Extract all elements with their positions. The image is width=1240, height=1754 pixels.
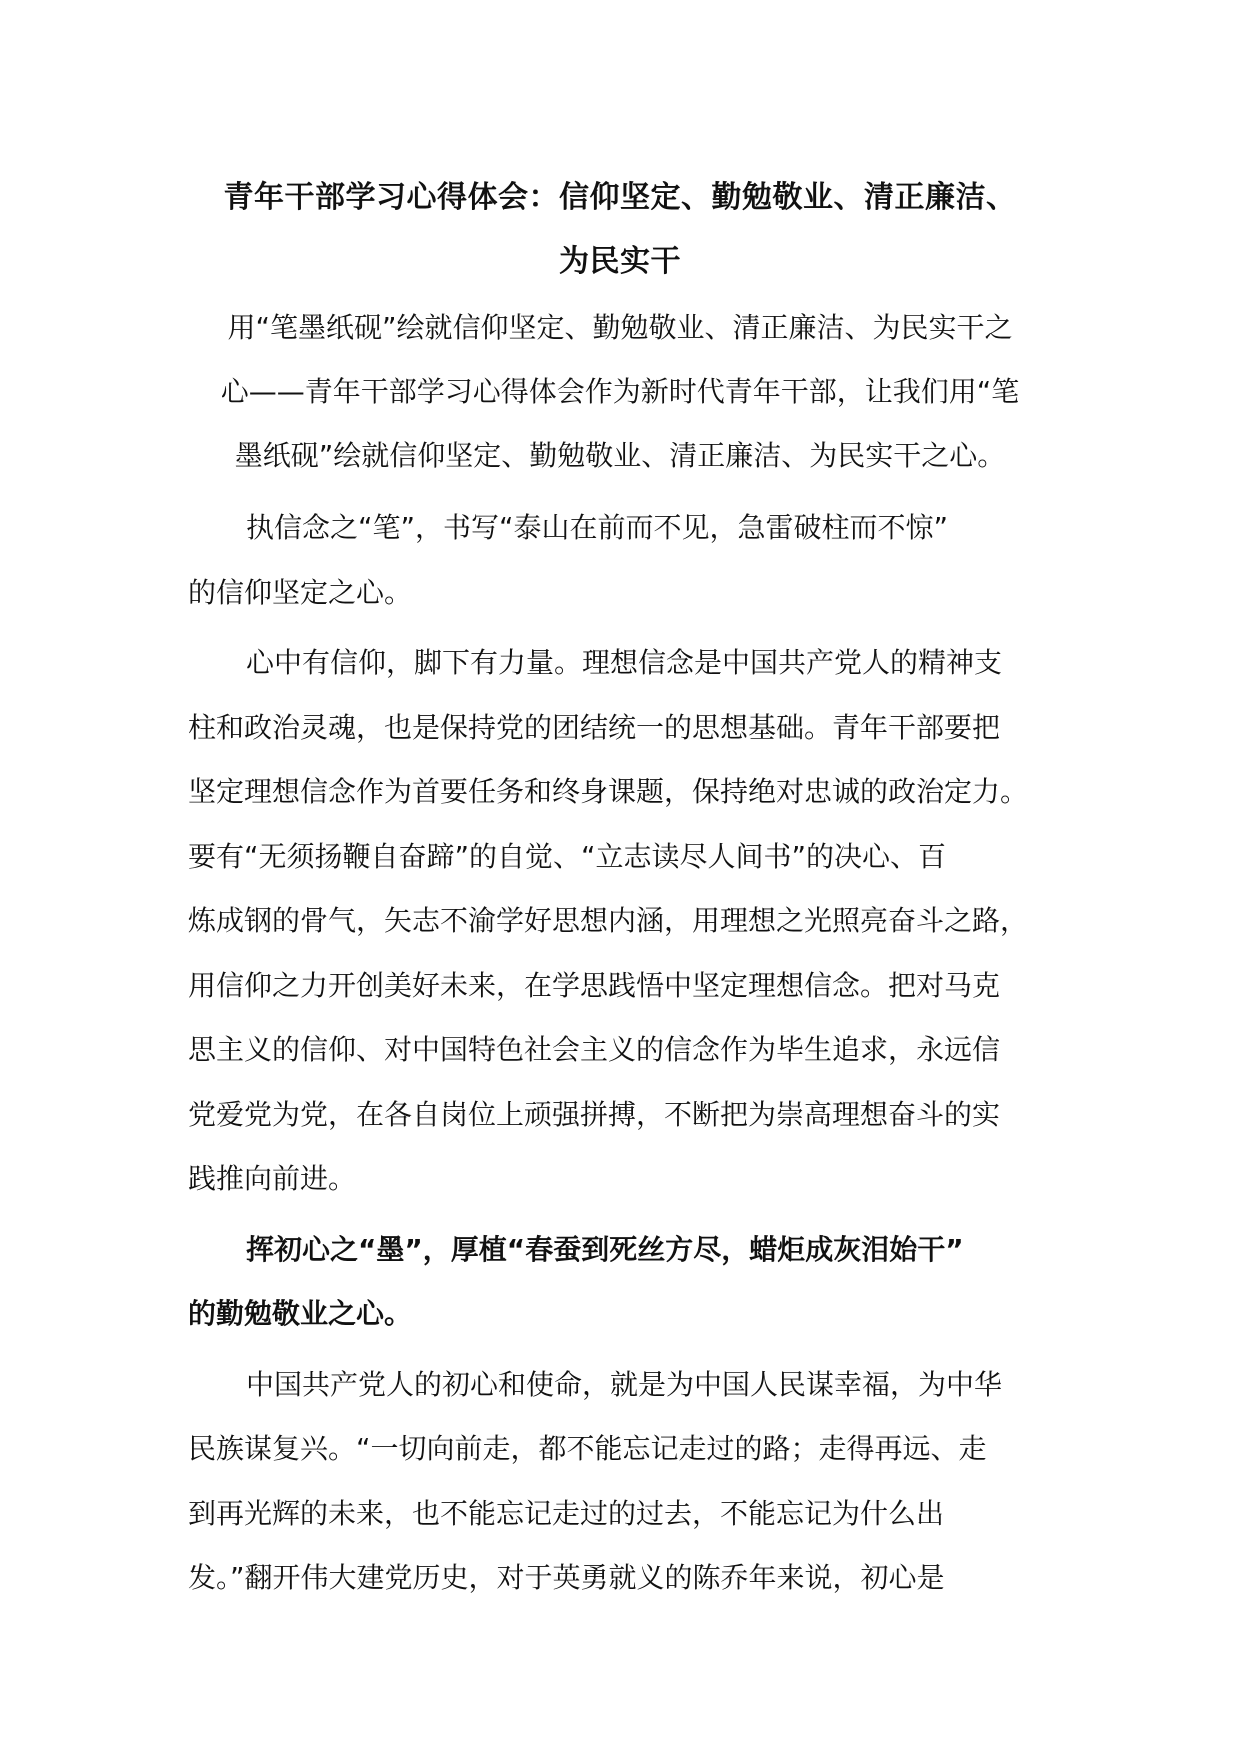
paragraph-line: 民族谋复兴。“一切向前走，都不能忘记走过的路；走得再远、走 (188, 1432, 987, 1465)
intro-paragraph (150, 296, 1090, 488)
paragraph-line: 党爱党为党，在各自岗位上顽强拼搏，不断把为崇高理想奋斗的实 (188, 1097, 1001, 1131)
paragraph-line: 坚定理想信念作为首要任务和终身课题，保持绝对忠诚的政治定力。 (188, 775, 1029, 808)
paragraph-line: 柱和政治灵魂，也是保持党的团结统一的思想基础。青年干部要把 (188, 710, 1001, 744)
document-title (150, 166, 1090, 294)
body-paragraph-faith (188, 631, 1058, 1212)
paragraph-line: 的信仰坚定之心。 (188, 575, 413, 609)
section-heading-diligence (188, 1218, 1058, 1347)
paragraph-line: 要有“无须扬鞭自奋蹄”的自觉、“立志读尽人间书”的决心、百 (188, 839, 947, 873)
paragraph-line: 心中有信仰，脚下有力量。理想信念是中国共产党人的精神支 (246, 646, 1003, 679)
body-paragraph-mission (188, 1353, 1058, 1611)
title-line: 为民实干 (559, 244, 681, 279)
paragraph-line: 用信仰之力开创美好未来，在学思践悟中坚定理想信念。把对马克 (188, 968, 1001, 1002)
section-heading-faith (188, 496, 1058, 625)
paragraph-line: 发。”翻开伟大建党历史，对于英勇就义的陈乔年来说，初心是 (188, 1561, 945, 1594)
paragraph-line: 炼成钢的骨气，矢志不渝学好思想内涵，用理想之光照亮奋斗之路， (188, 904, 1029, 937)
intro-line: 心——青年干部学习心得体会作为新时代青年干部，让我们用“笔 (220, 375, 1020, 408)
paragraph-line: 挥初心之“墨”，厚植“春蚕到死丝方尽，蜡炬成灰泪始干” (246, 1232, 964, 1266)
paragraph-line: 执信念之“笔”，书写“泰山在前而不见，急雷破柱而不惊” (246, 511, 949, 544)
paragraph-line: 践推向前进。 (188, 1162, 357, 1195)
paragraph-line: 到再光辉的未来，也不能忘记走过的过去，不能忘记为什么出 (188, 1496, 945, 1530)
paragraph-line: 的勤勉敬业之心。 (188, 1297, 413, 1330)
paragraph-line: 中国共产党人的初心和使命，就是为中国人民谋幸福，为中华 (246, 1367, 1003, 1401)
intro-line: 用“笔墨纸砚”绘就信仰坚定、勤勉敬业、清正廉洁、为民实干之 (227, 311, 1013, 344)
title-line: 青年干部学习心得体会：信仰坚定、勤勉敬业、清正廉洁、 (223, 180, 1017, 215)
intro-line: 墨纸砚”绘就信仰坚定、勤勉敬业、清正廉洁、为民实干之心。 (234, 439, 1006, 472)
document-body (188, 496, 1058, 1617)
paragraph-line: 思主义的信仰、对中国特色社会主义的信念作为毕生追求，永远信 (188, 1033, 1001, 1066)
